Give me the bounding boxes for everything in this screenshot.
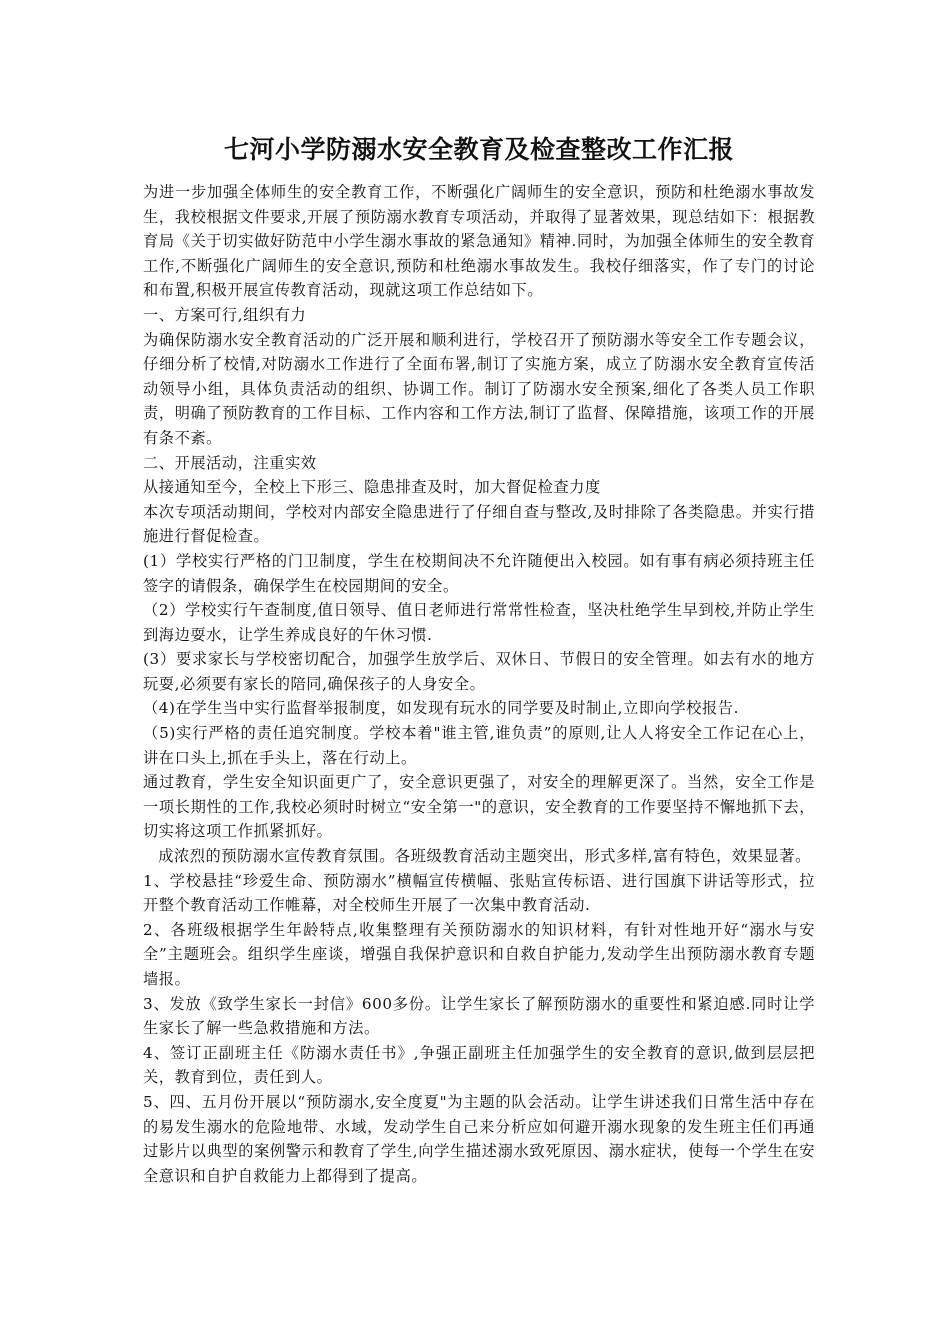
measure-item-4: （4)在学生当中实行监督举报制度，如发现有玩水的同学要及时制止,立即向学校报告.: [143, 699, 739, 718]
document-title: 七河小学防溺水安全教育及检查整改工作汇报: [223, 135, 734, 164]
activity-item-4: 4、签订正副班主任《防溺水责任书》,争强正副班主任加强学生的安全教育的意识,做到层层把关，教育到位，责任到人。: [143, 1043, 815, 1087]
activity-item-5: 5、四、五月份开展以“预防溺水,安全度夏"为主题的队会活动。让学生讲述我们日常生活中存在的易发生溺水的危险地带、水域，发动学生自己来分析应如何避开溺水现象的发生班主任们再通过影片以典型的案例警示和教育了学生,向学生描述溺水致死原因、溺水症状，使每一个学生在安全意识和自护自救能力上都得到了提高。: [143, 1092, 815, 1185]
document-page: [143, 130, 815, 1188]
measure-item-2: （2）学校实行午查制度,值日领导、值日老师进行常常性检查，坚决杜绝学生早到校,并防止学生到海边耍水，让学生养成良好的午休习惯.: [143, 601, 815, 644]
section-heading-2: 二、开展活动，注重实效: [143, 453, 317, 472]
section-2-paragraph: 从接通知至今，全校上下形三、隐患排查及时，加大督促检查力度: [143, 478, 601, 497]
intro-paragraph: 为进一步加强全体师生的安全教育工作，不断强化广阔师生的安全意识，预防和杜绝溺水事故发生，我校根据文件要求,开展了预防溺水教育专项活动，并取得了显著效果，现总结如下：根据教育局《关于切实做好防范中小学生溺水事故的紧急通知》精神.同时，为加强全体师生的安全教育工作,不断强化广阔师生的安全意识,预防和杜绝溺水事故发生。我校仔细落实，作了专门的讨论和布置,积极开展宣传教育活动，现就这项工作总结如下。: [143, 183, 815, 300]
activity-item-3: 3、发放《致学生家长一封信》600多份。让学生家长了解预防溺水的重要性和紧迫感.同时让学生家长了解一些急救措施和方法。: [143, 994, 815, 1038]
measure-item-3: (3）要求家长与学校密切配合，加强学生放学后、双休日、节假日的安全管理。如去有水的地方玩耍,必须要有家长的陪同,确保孩子的人身安全。: [143, 650, 815, 693]
activity-item-2: 2、各班级根据学生年龄特点,收集整理有关预防溺水的知识材料，有针对性地开好“溺水与安全”主题班会。组织学生座谈，增强自我保护意识和自救自护能力,发动学生出预防溺水教育专题墙报。: [143, 920, 815, 988]
measure-item-5: （5)实行严格的责任追究制度。学校本着"谁主管,谁负责”的原则,让人人将安全工作记在心上，讲在口头上,抓在手头上，落在行动上。: [143, 724, 815, 767]
atmosphere-paragraph: 成浓烈的预防溺水宣传教育氛围。各班级教育活动主题突出，形式多样,富有特色，效果显著。: [158, 847, 811, 866]
inspection-paragraph: 本次专项活动期间，学校对内部安全隐患进行了仔细自查与整改,及时排除了各类隐患。并实行措施进行督促检查。: [143, 502, 815, 546]
measure-item-1: (1）学校实行严格的门卫制度，学生在校期间决不允许随便出入校园。如有事有病必须持班主任签字的请假条，确保学生在校园期间的安全。: [143, 551, 815, 595]
summary-paragraph: 通过教育，学生安全知识面更广了，安全意识更强了，对安全的理解更深了。当然，安全工作是一项长期性的工作,我校必须时时树立“安全第一"的意识，安全教育的工作要坚持不懈地抓下去，切实将这项工作抓紧抓好。: [143, 773, 815, 841]
section-1-paragraph: 为确保防溺水安全教育活动的广泛开展和顺利进行，学校召开了预防溺水等安全工作专题会议，仔细分析了校情,对防溺水工作进行了全面布署,制订了实施方案，成立了防溺水安全教育宣传活动领导小组，具体负责活动的组织、协调工作。制订了防溺水安全预案,细化了各类人员工作职责，明确了预防教育的工作目标、工作内容和工作方法,制订了监督、保障措施，该项工作的开展有条不紊。: [143, 330, 815, 447]
activity-item-1: 1、学校悬挂“珍爱生命、预防溺水”横幅宣传横幅、张贴宣传标语、进行国旗下讲话等形式，拉开整个教育活动工作帷幕，对全校师生开展了一次集中教育活动.: [143, 871, 815, 915]
section-heading-1: 一、方案可行,组织有力: [143, 305, 307, 324]
